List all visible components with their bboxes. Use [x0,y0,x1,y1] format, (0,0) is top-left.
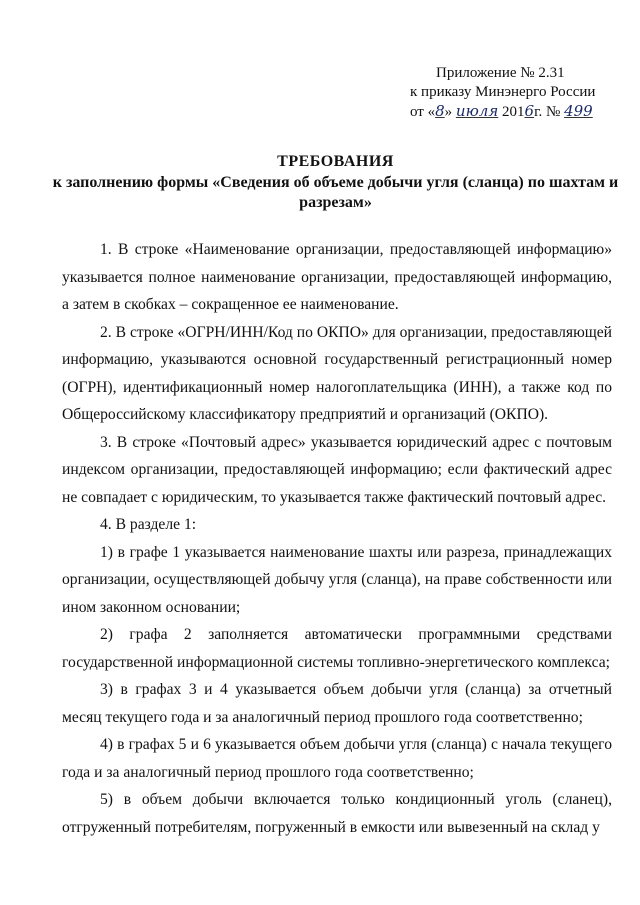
handwritten-order-number: 499 [564,102,593,120]
paragraph-2: 2. В строке «ОГРН/ИНН/Код по ОКПО» для организации, предоставляющей информацию, указываются основной государственный регистрационный номер (ОГРН), идентификационный номер налогоплательщика (ИНН), а также код по Общероссийскому классификатору предприятий и организаций (ОКПО). [62,323,612,423]
paragraph-1: 1. В строке «Наименование организации, предоставляющей информацию» указывается полное наименование организации, предоставляющей информацию, а затем в скобках – сокращенное ее наименование. [62,241,612,313]
handwritten-day: 8 [435,102,445,120]
document-title: ТРЕБОВАНИЯ [277,153,394,170]
appendix-order-date [380,102,620,122]
list-item-5: 5) в объем добычи включается только кондиционный уголь (сланец), отгруженный потребителям, погруженный в емкости или вывезенный на склад у [62,791,612,836]
handwritten-month: июля [455,102,499,120]
document-body [62,236,612,841]
appendix-header [380,64,620,122]
list-item-4: 4) в графах 5 и 6 указывается объем добычи угля (сланца) с начала текущего года и за аналогичный период прошлого года соответственно; [62,736,612,781]
list-item-1: 1) в графе 1 указывается наименование шахты или разреза, принадлежащих организации, осуществляющей добычу угля (сланца), на праве собственности или ином законном основании; [62,543,612,616]
appendix-order-reference: к приказу Минэнерго России [410,84,596,100]
date-year-prefix: 201 [498,104,525,120]
paragraph-3: 3. В строке «Почтовый адрес» указывается юридический адрес с почтовым индексом организации, предоставляющей информацию; если фактический адрес не совпадает с юридическим, то указывается также фактический почтовый адрес. [62,433,612,506]
date-prefix: от « [410,104,436,120]
list-item-3: 3) в графах 3 и 4 указывается объем добычи угля (сланца) за отчетный месяц текущего года и за аналогичный период прошлого года соответственно; [62,681,612,726]
date-mid: » [444,104,453,120]
handwritten-year-digit: 6 [524,102,535,120]
paragraph-4: 4. В разделе 1: [100,516,197,533]
appendix-number: Приложение № 2.31 [436,65,565,81]
list-item-2: 2) графа 2 заполняется автоматически программными средствами государственной информационной системы топливно-энергетического комплекса; [62,626,612,671]
document-heading [48,152,623,213]
document-subtitle: к заполнению формы «Сведения об объеме добычи угля (сланца) по шахтам и разрезам» [52,174,619,211]
order-number-prefix: г. № [534,104,565,120]
